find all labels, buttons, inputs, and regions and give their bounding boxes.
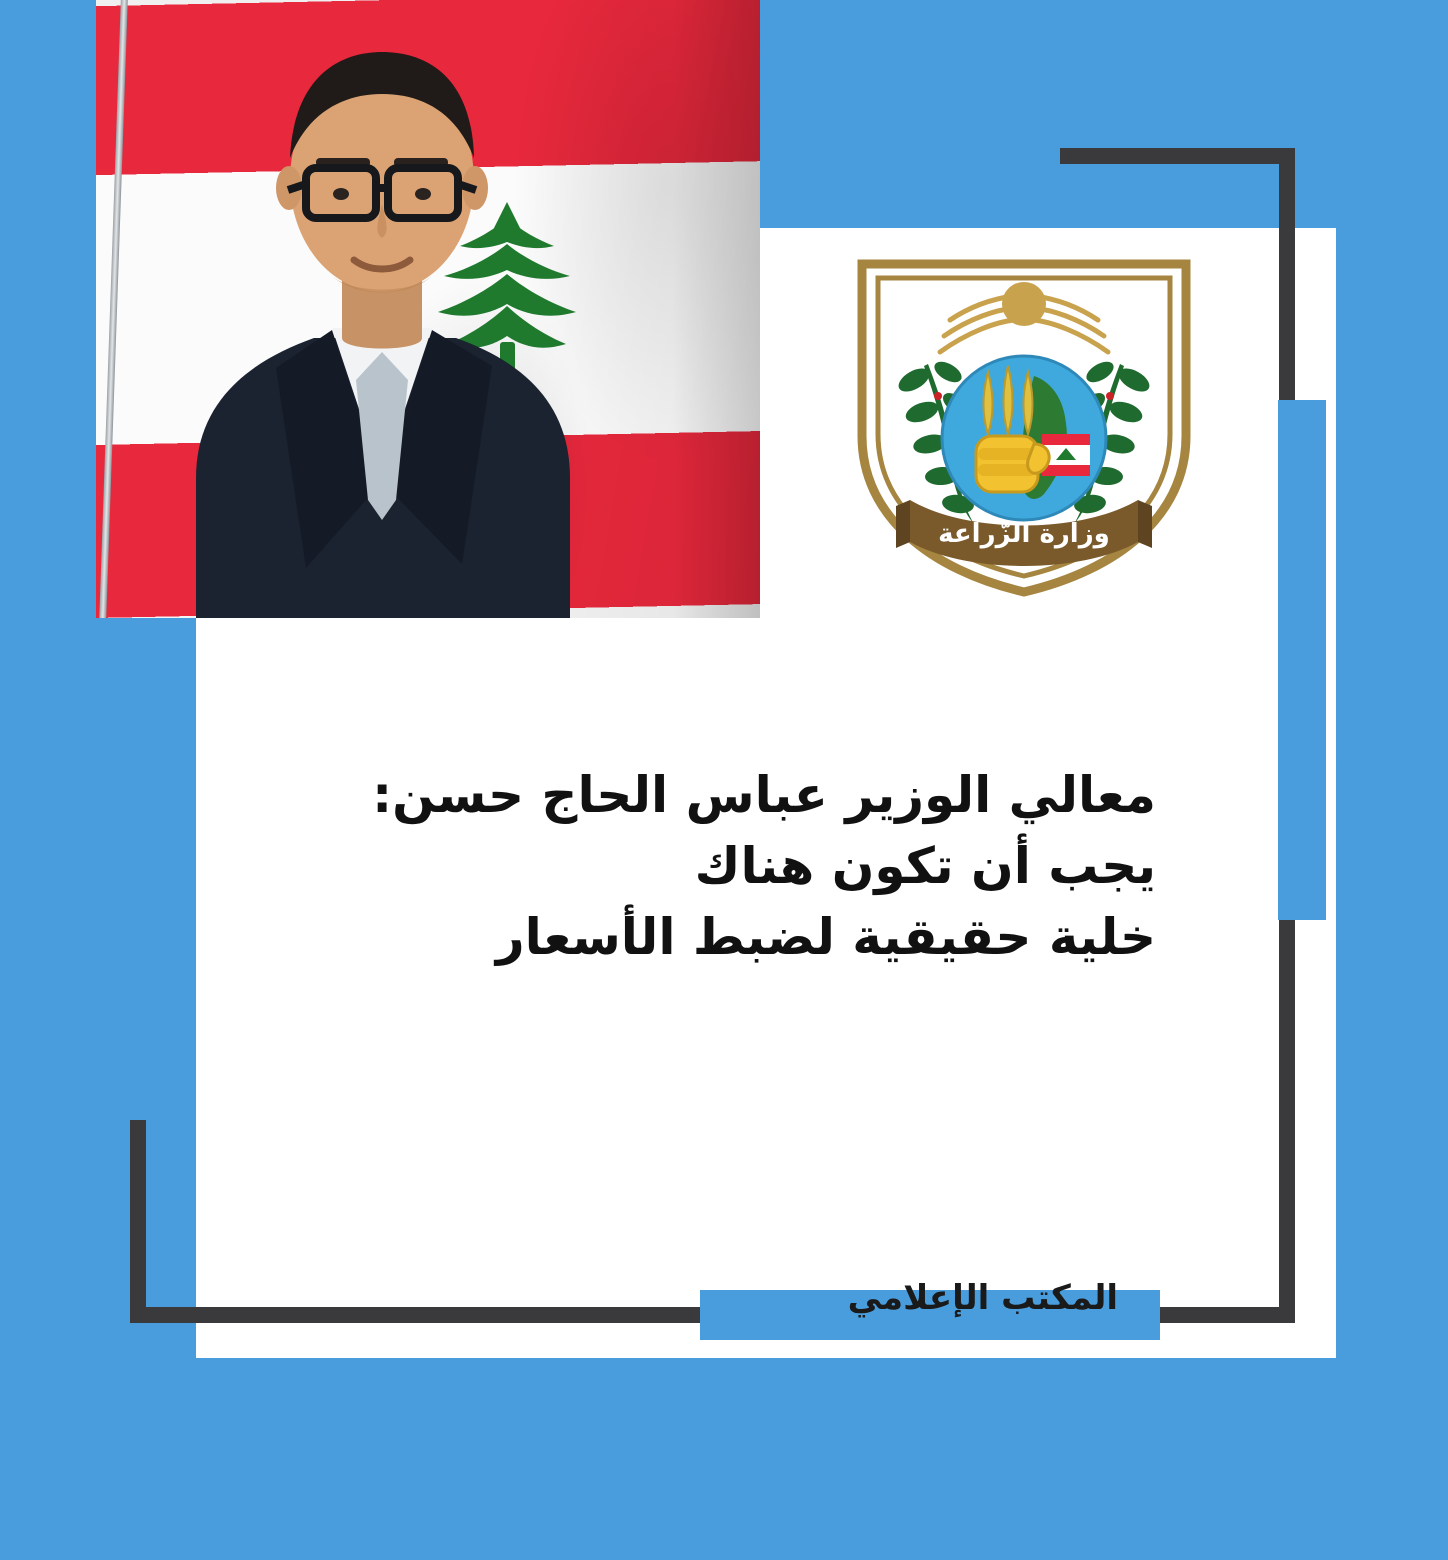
minister-portrait-figure — [156, 8, 596, 618]
media-office-credit: المكتب الإعلامي — [847, 1278, 1118, 1318]
flag-fold — [672, 0, 760, 618]
headline-line-3: خلية حقيقية لضبط الأسعار — [495, 908, 1156, 966]
headline-line-2: يجب أن تكون هناك — [694, 837, 1156, 895]
emblem-ribbon-text: وزارة الزّراعة — [938, 519, 1110, 549]
minister-photo — [96, 0, 760, 618]
frame-mask-right — [1278, 400, 1326, 920]
headline-line-1: معالي الوزير عباس الحاج حسن: — [372, 766, 1156, 824]
ministry-of-agriculture-emblem — [838, 248, 1210, 600]
headline — [196, 760, 1196, 973]
